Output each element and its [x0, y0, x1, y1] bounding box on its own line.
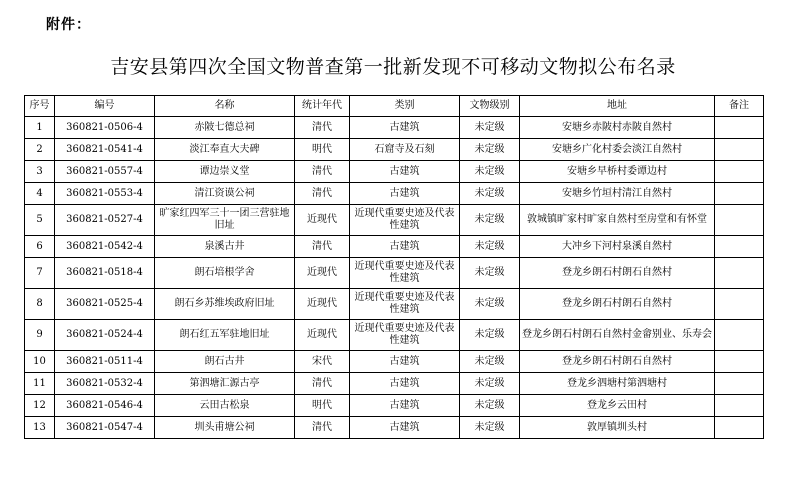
cell-address: 登龙乡朗石村朗石自然村: [520, 351, 715, 373]
cell-name: 圳头甫塘公祠: [155, 417, 295, 439]
cell-level: 未定级: [460, 395, 520, 417]
cell-category: 近现代重要史迹及代表性建筑: [350, 289, 460, 320]
cell-era: 近现代: [295, 258, 350, 289]
cell-address: 敦厚镇圳头村: [520, 417, 715, 439]
cell-address: 登龙乡朗石村朗石自然村: [520, 258, 715, 289]
cell-name: 朗石培根学舍: [155, 258, 295, 289]
cell-category: 古建筑: [350, 161, 460, 183]
table-row: [25, 183, 764, 205]
cell-level: 未定级: [460, 205, 520, 236]
cell-category: 近现代重要史迹及代表性建筑: [350, 205, 460, 236]
table-row: [25, 320, 764, 351]
cell-category: 近现代重要史迹及代表性建筑: [350, 258, 460, 289]
table-row: [25, 117, 764, 139]
cell-category: 石窟寺及石刻: [350, 139, 460, 161]
cell-address: 安塘乡广化村委会淡江自然村: [520, 139, 715, 161]
cell-name: 旷家红四军三十一团三营驻地旧址: [155, 205, 295, 236]
table-row: [25, 236, 764, 258]
cell-address: 登龙乡云田村: [520, 395, 715, 417]
cell-name: 云田古松泉: [155, 395, 295, 417]
cell-name: 清江资谟公祠: [155, 183, 295, 205]
cell-address: 安塘乡竹垣村清江自然村: [520, 183, 715, 205]
cell-seq: 4: [25, 183, 55, 205]
cell-code: 360821-0541-4: [55, 139, 155, 161]
cell-category: 古建筑: [350, 236, 460, 258]
cell-seq: 7: [25, 258, 55, 289]
table-row: [25, 139, 764, 161]
cell-name: 朗石乡苏维埃政府旧址: [155, 289, 295, 320]
cell-era: 近现代: [295, 289, 350, 320]
header-address: 地址: [520, 96, 715, 117]
cell-era: 宋代: [295, 351, 350, 373]
cell-code: 360821-0524-4: [55, 320, 155, 351]
cell-seq: 9: [25, 320, 55, 351]
cell-era: 清代: [295, 117, 350, 139]
cell-code: 360821-0557-4: [55, 161, 155, 183]
cell-level: 未定级: [460, 236, 520, 258]
table-header-row: [25, 96, 764, 117]
cell-era: 近现代: [295, 205, 350, 236]
cell-address: 安塘乡赤陂村赤陂自然村: [520, 117, 715, 139]
cell-code: 360821-0532-4: [55, 373, 155, 395]
cell-remark: [715, 351, 764, 373]
cell-name: 谭边崇义堂: [155, 161, 295, 183]
cell-era: 明代: [295, 395, 350, 417]
cell-code: 360821-0527-4: [55, 205, 155, 236]
cell-remark: [715, 395, 764, 417]
cell-category: 古建筑: [350, 417, 460, 439]
cell-level: 未定级: [460, 183, 520, 205]
cell-code: 360821-0518-4: [55, 258, 155, 289]
cell-seq: 2: [25, 139, 55, 161]
cell-code: 360821-0506-4: [55, 117, 155, 139]
cell-address: 敦城镇旷家村旷家自然村至房堂和有怀堂: [520, 205, 715, 236]
cell-seq: 1: [25, 117, 55, 139]
cell-seq: 13: [25, 417, 55, 439]
cell-address: 登龙乡朗石村朗石自然村: [520, 289, 715, 320]
cell-address: 大冲乡下河村泉溪自然村: [520, 236, 715, 258]
header-seq: 序号: [25, 96, 55, 117]
cell-seq: 6: [25, 236, 55, 258]
cell-code: 360821-0553-4: [55, 183, 155, 205]
cell-category: 古建筑: [350, 373, 460, 395]
cell-name: 赤陂七德总祠: [155, 117, 295, 139]
cell-seq: 5: [25, 205, 55, 236]
cell-remark: [715, 205, 764, 236]
cell-category: 古建筑: [350, 351, 460, 373]
cell-seq: 8: [25, 289, 55, 320]
cell-level: 未定级: [460, 258, 520, 289]
cell-category: 古建筑: [350, 117, 460, 139]
cell-remark: [715, 139, 764, 161]
cell-category: 古建筑: [350, 183, 460, 205]
cell-remark: [715, 117, 764, 139]
cell-remark: [715, 258, 764, 289]
cell-code: 360821-0542-4: [55, 236, 155, 258]
cell-era: 清代: [295, 373, 350, 395]
cell-remark: [715, 183, 764, 205]
heritage-register-table: [24, 95, 764, 439]
cell-remark: [715, 320, 764, 351]
cell-level: 未定级: [460, 117, 520, 139]
cell-name: 朗石古井: [155, 351, 295, 373]
cell-name: 泉溪古井: [155, 236, 295, 258]
cell-category: 近现代重要史迹及代表性建筑: [350, 320, 460, 351]
cell-remark: [715, 236, 764, 258]
cell-level: 未定级: [460, 139, 520, 161]
cell-remark: [715, 417, 764, 439]
cell-remark: [715, 289, 764, 320]
cell-seq: 11: [25, 373, 55, 395]
cell-level: 未定级: [460, 351, 520, 373]
cell-address: 安塘乡早桥村委谭边村: [520, 161, 715, 183]
header-code: 编号: [55, 96, 155, 117]
cell-seq: 12: [25, 395, 55, 417]
cell-name: 第泗塘汇源古亭: [155, 373, 295, 395]
cell-era: 清代: [295, 183, 350, 205]
cell-code: 360821-0546-4: [55, 395, 155, 417]
cell-name: 朗石红五军驻地旧址: [155, 320, 295, 351]
cell-era: 清代: [295, 161, 350, 183]
header-era: 统计年代: [295, 96, 350, 117]
table-row: [25, 161, 764, 183]
cell-address: 登龙乡朗石村朗石自然村金畲别业、乐寿会: [520, 320, 715, 351]
header-remark: 备注: [715, 96, 764, 117]
cell-address: 登龙乡泗塘村第泗塘村: [520, 373, 715, 395]
table-row: [25, 417, 764, 439]
cell-seq: 10: [25, 351, 55, 373]
header-category: 类别: [350, 96, 460, 117]
cell-seq: 3: [25, 161, 55, 183]
table-row: [25, 258, 764, 289]
table-row: [25, 289, 764, 320]
page-title: 吉安县第四次全国文物普查第一批新发现不可移动文物拟公布名录: [110, 56, 676, 78]
cell-remark: [715, 161, 764, 183]
cell-era: 近现代: [295, 320, 350, 351]
cell-era: 清代: [295, 417, 350, 439]
table-row: [25, 205, 764, 236]
cell-code: 360821-0525-4: [55, 289, 155, 320]
attachment-label: 附件：: [46, 17, 91, 33]
cell-code: 360821-0547-4: [55, 417, 155, 439]
cell-category: 古建筑: [350, 395, 460, 417]
header-name: 名称: [155, 96, 295, 117]
table-row: [25, 351, 764, 373]
header-level: 文物级别: [460, 96, 520, 117]
cell-era: 明代: [295, 139, 350, 161]
table-row: [25, 373, 764, 395]
cell-level: 未定级: [460, 417, 520, 439]
cell-era: 清代: [295, 236, 350, 258]
cell-name: 淡江奉直大夫碑: [155, 139, 295, 161]
cell-level: 未定级: [460, 161, 520, 183]
cell-level: 未定级: [460, 320, 520, 351]
cell-code: 360821-0511-4: [55, 351, 155, 373]
table-row: [25, 395, 764, 417]
cell-level: 未定级: [460, 373, 520, 395]
cell-remark: [715, 373, 764, 395]
cell-level: 未定级: [460, 289, 520, 320]
